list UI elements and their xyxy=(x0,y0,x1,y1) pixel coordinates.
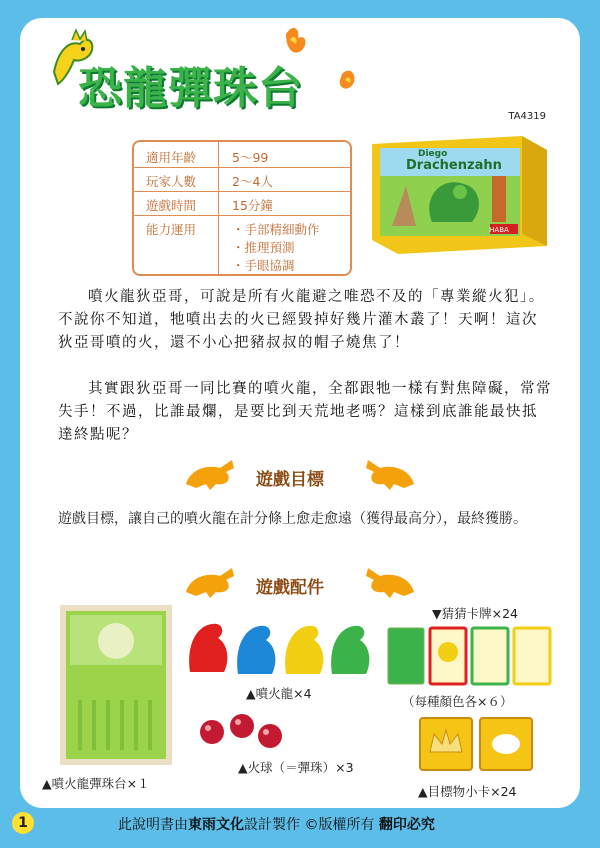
cards-note: （每種顏色各×６） xyxy=(402,694,513,709)
goal-text: 遊戲目標，讓自己的噴火龍在計分條上愈走愈遠（獲得最高分），最終獲勝。 xyxy=(58,511,527,527)
title-area xyxy=(50,22,360,114)
story-text-2: 其實跟狄亞哥一同比賽的噴火龍，全都跟牠一樣有對焦障礙，常常失手！不過，比誰最爛，是要比到天荒地老嗎？這樣到底誰能最快抵達終點呢？ xyxy=(58,381,552,443)
table-row-line xyxy=(134,191,350,192)
age-label: 適用年齡 xyxy=(146,150,197,165)
footer-suffix: 翻印必究 xyxy=(378,817,435,833)
goal-heading-text: 遊戲目標 xyxy=(256,470,324,490)
game-box-image xyxy=(372,136,547,254)
page-title: 恐龍彈珠台 xyxy=(78,63,303,114)
table-row-line xyxy=(134,215,350,216)
footer-copyright xyxy=(118,814,435,834)
footer-company: 東雨文化 xyxy=(188,817,244,833)
story-paragraph-1 xyxy=(58,286,552,355)
cards-caption: ▼猜猜卡牌×24 xyxy=(432,606,518,621)
players-label: 玩家人數 xyxy=(146,174,197,189)
guess-cards-image xyxy=(386,622,558,688)
age-value: 5〜99 xyxy=(232,150,269,165)
footer-prefix: 此說明書由 xyxy=(118,817,188,833)
parts-heading-text: 遊戲配件 xyxy=(256,578,324,598)
footer-middle: 設計製作 ©版權所有 xyxy=(244,817,375,833)
story-text-1: 噴火龍狄亞哥，可說是所有火龍避之唯恐不及的「專業縱火犯」。不說你不知道，牠噴出去的火已經毀掉好幾片灌木叢了！天啊！這次狄亞哥噴的火，還不小心把豬叔叔的帽子燒焦了！ xyxy=(58,289,545,351)
table-row-line xyxy=(134,167,350,168)
box-title-2: Drachenzahn xyxy=(406,158,502,173)
goal-heading xyxy=(0,456,600,496)
skill-item: ・手眼協調 xyxy=(232,258,295,273)
page-number: 1 xyxy=(12,812,34,834)
players-value: 2〜4人 xyxy=(232,174,273,189)
dragon-figures-image xyxy=(186,616,376,680)
story-paragraph-2 xyxy=(58,378,552,447)
parts-heading xyxy=(0,564,600,604)
skill-item: ・推理預測 xyxy=(232,240,295,255)
time-value: 15分鐘 xyxy=(232,198,273,213)
fireballs-image xyxy=(196,712,292,758)
pinball-board-image xyxy=(60,605,172,765)
table-divider xyxy=(218,142,219,274)
skills-label: 能力運用 xyxy=(146,222,197,237)
box-title-1: Diego xyxy=(418,149,448,159)
dragons-caption: ▲噴火龍×4 xyxy=(246,686,312,701)
target-tiles-image xyxy=(418,716,534,776)
balls-caption: ▲火球（＝彈珠）×3 xyxy=(238,760,354,775)
product-code: TA4319 xyxy=(508,111,546,122)
tiles-caption: ▲目標物小卡×24 xyxy=(418,784,517,799)
skill-item: ・手部精細動作 xyxy=(232,222,320,237)
box-brand: HABA xyxy=(489,226,509,234)
board-caption: ▲噴火龍彈珠台×１ xyxy=(42,776,150,791)
info-table xyxy=(132,140,352,276)
time-label: 遊戲時間 xyxy=(146,198,197,213)
